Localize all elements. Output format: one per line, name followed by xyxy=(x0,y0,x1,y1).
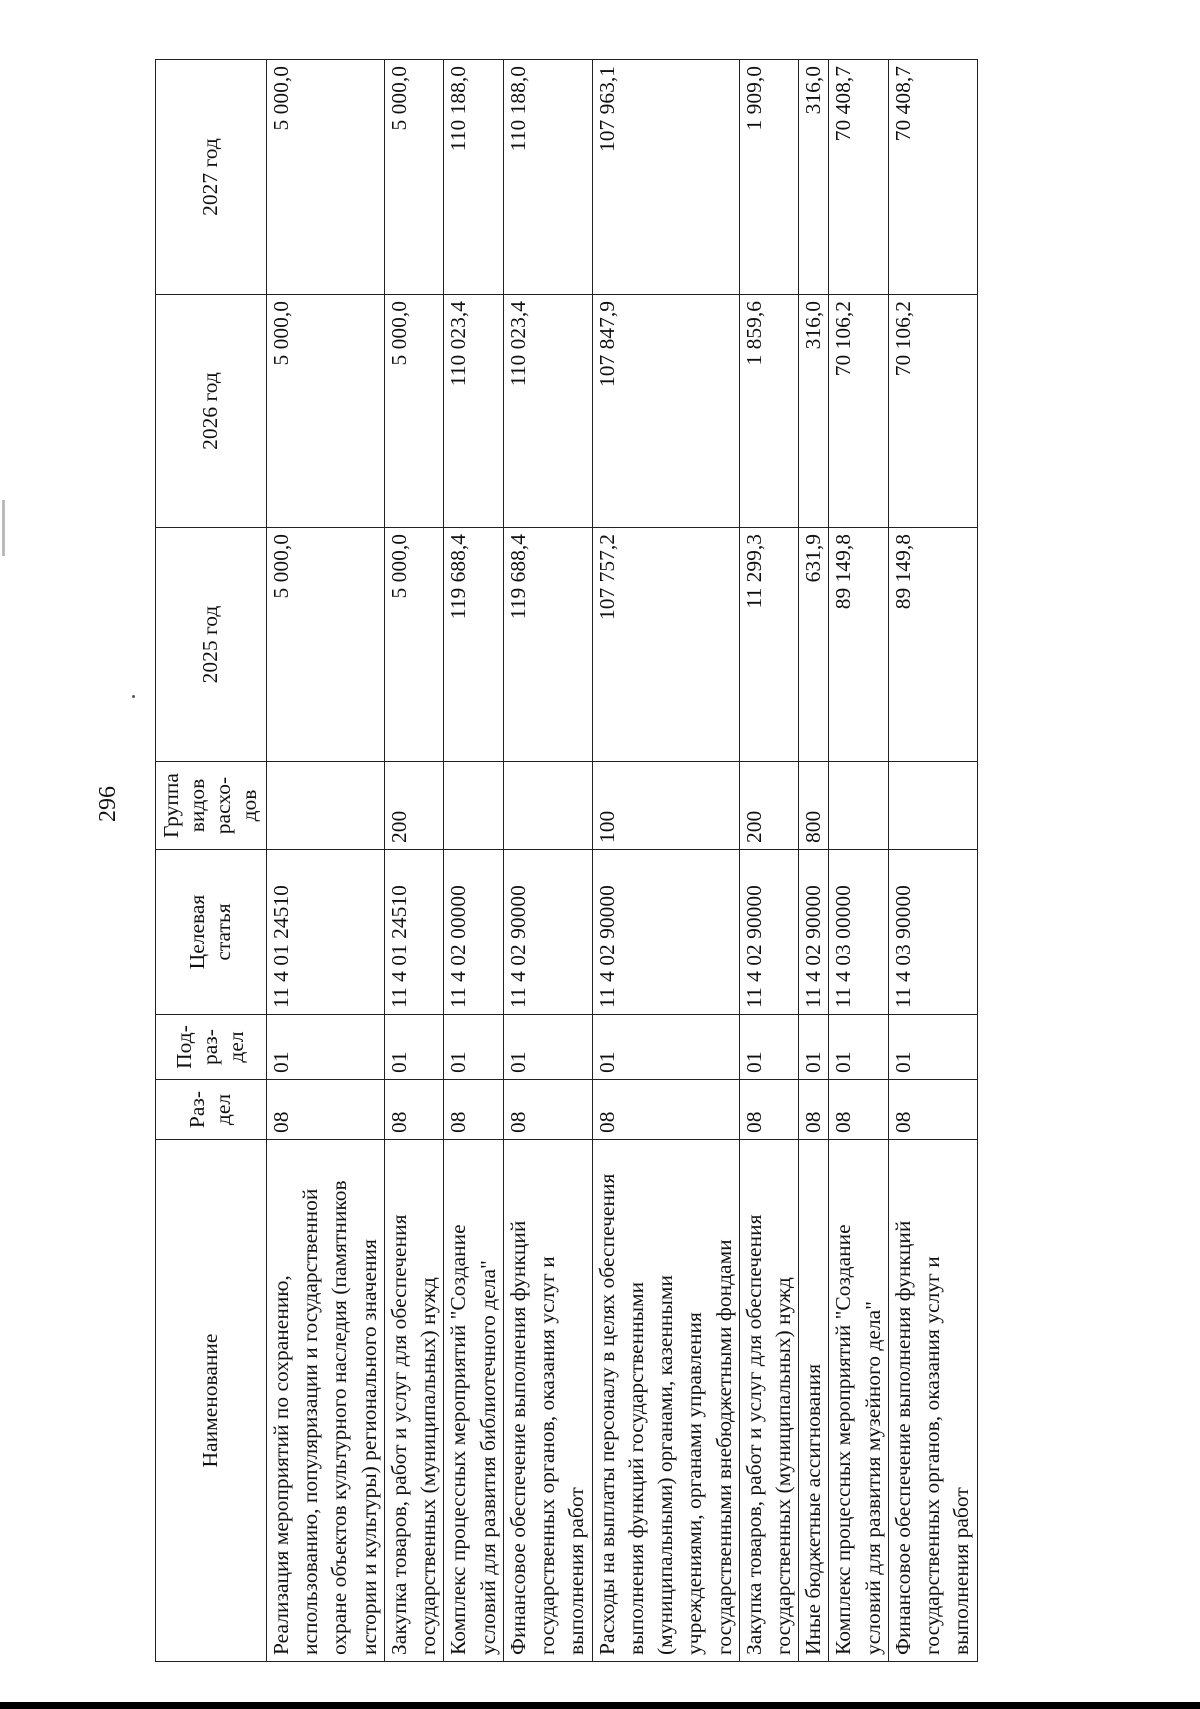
row-razdel: 08 xyxy=(267,1080,385,1140)
row-value-2025: 107 757,2 xyxy=(592,528,739,762)
table-row xyxy=(384,60,443,1662)
row-value-2026: 70 106,2 xyxy=(829,295,888,528)
row-razdel: 08 xyxy=(799,1080,829,1140)
scan-bottom-edge xyxy=(0,1702,1200,1709)
row-gruppa xyxy=(888,762,977,850)
row-value-2025: 11 299,3 xyxy=(739,528,798,762)
row-value-2026: 107 847,9 xyxy=(592,295,739,528)
row-celevaya-statya: 11 4 01 24510 xyxy=(267,850,385,1015)
row-razdel: 08 xyxy=(888,1080,977,1140)
header-2026: 2026 год xyxy=(156,295,267,528)
row-podrazdel: 01 xyxy=(384,1015,443,1080)
table-row xyxy=(829,60,888,1662)
row-value-2027: 316,0 xyxy=(799,60,829,295)
row-value-2026: 70 106,2 xyxy=(888,295,977,528)
row-podrazdel: 01 xyxy=(888,1015,977,1080)
row-celevaya-statya: 11 4 01 24510 xyxy=(384,850,443,1015)
rotated-table-container xyxy=(155,60,995,1662)
row-podrazdel: 01 xyxy=(739,1015,798,1080)
row-razdel: 08 xyxy=(592,1080,739,1140)
row-podrazdel: 01 xyxy=(503,1015,592,1080)
row-razdel: 08 xyxy=(444,1080,503,1140)
row-gruppa: 200 xyxy=(384,762,443,850)
row-celevaya-statya: 11 4 02 00000 xyxy=(444,850,503,1015)
row-value-2027: 5 000,0 xyxy=(267,60,385,295)
row-gruppa xyxy=(444,762,503,850)
header-2027: 2027 год xyxy=(156,60,267,295)
row-name: Комплекс процессных мероприятий "Создание условий для развития библиотечного дела" xyxy=(444,1140,503,1662)
row-name: Расходы на выплаты персоналу в целях обеспечения выполнения функций государственными (муниципальными) органами, казенными учреждениями, органами управления государственными внебюджетными фондами xyxy=(592,1140,739,1662)
row-gruppa: 800 xyxy=(799,762,829,850)
row-podrazdel: 01 xyxy=(444,1015,503,1080)
row-gruppa: 100 xyxy=(592,762,739,850)
row-value-2026: 1 859,6 xyxy=(739,295,798,528)
row-value-2027: 70 408,7 xyxy=(829,60,888,295)
row-value-2026: 5 000,0 xyxy=(267,295,385,528)
row-value-2025: 631,9 xyxy=(799,528,829,762)
row-value-2025: 119 688,4 xyxy=(444,528,503,762)
row-name: Закупка товаров, работ и услуг для обеспечения государственных (муниципальных) нужд xyxy=(739,1140,798,1662)
row-celevaya-statya: 11 4 03 00000 xyxy=(829,850,888,1015)
header-name: Наименование xyxy=(156,1140,267,1662)
row-value-2026: 110 023,4 xyxy=(444,295,503,528)
row-name: Комплекс процессных мероприятий "Создание условий для развития музейного дела" xyxy=(829,1140,888,1662)
row-podrazdel: 01 xyxy=(829,1015,888,1080)
table-row xyxy=(799,60,829,1662)
row-razdel: 08 xyxy=(503,1080,592,1140)
row-name: Иные бюджетные ассигнования xyxy=(799,1140,829,1662)
row-podrazdel: 01 xyxy=(267,1015,385,1080)
row-razdel: 08 xyxy=(739,1080,798,1140)
page-number: 296 xyxy=(95,786,121,822)
row-value-2025: 89 149,8 xyxy=(829,528,888,762)
row-gruppa xyxy=(267,762,385,850)
row-celevaya-statya: 11 4 02 90000 xyxy=(592,850,739,1015)
row-celevaya-statya: 11 4 02 90000 xyxy=(503,850,592,1015)
header-2025: 2025 год xyxy=(156,528,267,762)
row-value-2026: 316,0 xyxy=(799,295,829,528)
table-row xyxy=(739,60,798,1662)
row-value-2025: 5 000,0 xyxy=(384,528,443,762)
row-gruppa xyxy=(829,762,888,850)
header-razdel: Раз- дел xyxy=(156,1080,267,1140)
row-value-2025: 119 688,4 xyxy=(503,528,592,762)
table-header-row xyxy=(156,60,267,1662)
row-name: Финансовое обеспечение выполнения функций государственных органов, оказания услуг и выполнения работ xyxy=(888,1140,977,1662)
header-podrazdel: Под- раз- дел xyxy=(156,1015,267,1080)
row-name: Закупка товаров, работ и услуг для обеспечения государственных (муниципальных) нужд xyxy=(384,1140,443,1662)
table-row xyxy=(503,60,592,1662)
row-value-2026: 110 023,4 xyxy=(503,295,592,528)
scan-edge-mark xyxy=(2,500,5,556)
table-row xyxy=(267,60,385,1662)
row-name: Реализация мероприятий по сохранению, использованию, популяризации и государственной охране объектов культурного наследия (памятников истории и культуры) регионального значения xyxy=(267,1140,385,1662)
row-value-2025: 5 000,0 xyxy=(267,528,385,762)
row-podrazdel: 01 xyxy=(592,1015,739,1080)
row-value-2026: 5 000,0 xyxy=(384,295,443,528)
row-celevaya-statya: 11 4 02 90000 xyxy=(739,850,798,1015)
table-row xyxy=(888,60,977,1662)
row-razdel: 08 xyxy=(829,1080,888,1140)
row-value-2027: 5 000,0 xyxy=(384,60,443,295)
row-name: Финансовое обеспечение выполнения функций государственных органов, оказания услуг и выполнения работ xyxy=(503,1140,592,1662)
row-value-2027: 70 408,7 xyxy=(888,60,977,295)
row-gruppa xyxy=(503,762,592,850)
row-value-2027: 1 909,0 xyxy=(739,60,798,295)
row-razdel: 08 xyxy=(384,1080,443,1140)
table-row xyxy=(592,60,739,1662)
header-gruppa-vidov-rashodov: Группа видов расхо- дов xyxy=(156,762,267,850)
header-celevaya-statya: Целевая статья xyxy=(156,850,267,1015)
row-value-2027: 110 188,0 xyxy=(503,60,592,295)
scan-speck xyxy=(132,695,135,698)
table-row xyxy=(444,60,503,1662)
row-value-2027: 107 963,1 xyxy=(592,60,739,295)
row-value-2027: 110 188,0 xyxy=(444,60,503,295)
row-value-2025: 89 149,8 xyxy=(888,528,977,762)
row-celevaya-statya: 11 4 03 90000 xyxy=(888,850,977,1015)
row-gruppa: 200 xyxy=(739,762,798,850)
row-celevaya-statya: 11 4 02 90000 xyxy=(799,850,829,1015)
budget-table xyxy=(155,59,978,1662)
row-podrazdel: 01 xyxy=(799,1015,829,1080)
